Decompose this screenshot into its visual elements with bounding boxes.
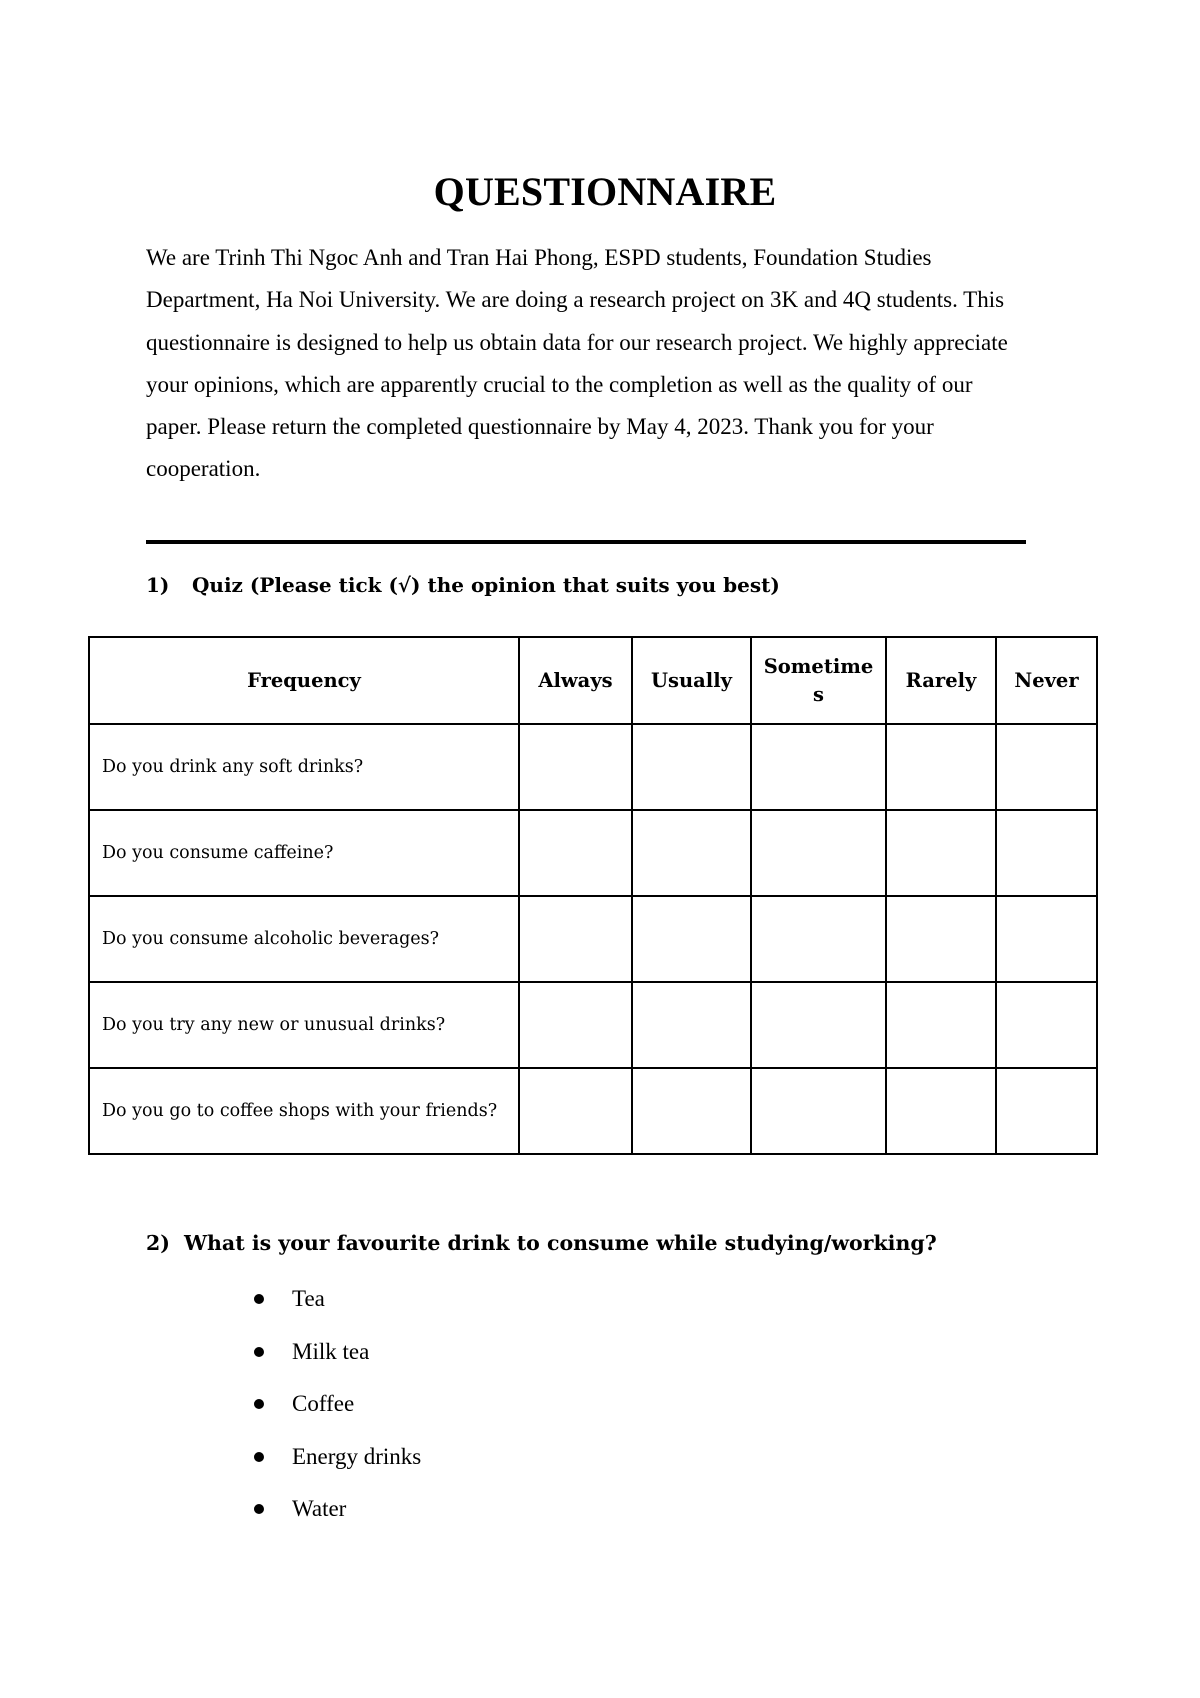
tick-cell-sometimes[interactable] (751, 810, 886, 896)
tick-cell-sometimes[interactable] (751, 724, 886, 810)
bullet-icon (254, 1504, 264, 1514)
question-1-heading (146, 570, 780, 600)
header-never: Never (996, 637, 1097, 724)
page-title: QUESTIONNAIRE (433, 169, 777, 214)
bullet-icon (254, 1347, 264, 1357)
tick-cell-never[interactable] (996, 1068, 1097, 1154)
list-item (254, 1332, 421, 1385)
header-rarely: Rarely (886, 637, 996, 724)
tick-cell-never[interactable] (996, 896, 1097, 982)
intro-line: questionnaire is designed to help us obtain data for our research project. We highly appreciate (146, 329, 1008, 355)
intro-line: Department, Ha Noi University. We are doing a research project on 3K and 4Q students. This (146, 287, 1005, 313)
tick-cell-always[interactable] (519, 724, 632, 810)
tick-cell-always[interactable] (519, 982, 632, 1068)
tick-cell-usually[interactable] (632, 810, 751, 896)
tick-cell-never[interactable] (996, 982, 1097, 1068)
tick-cell-rarely[interactable] (886, 982, 996, 1068)
tick-cell-usually[interactable] (632, 1068, 751, 1154)
list-item (254, 1384, 421, 1437)
question-1-text: Quiz (Please tick (√) the opinion that suits you best) (192, 573, 780, 597)
bullet-icon (254, 1294, 264, 1304)
option-label: Tea (292, 1286, 325, 1311)
tick-cell-rarely[interactable] (886, 1068, 996, 1154)
table-row (89, 896, 1097, 982)
frequency-table (88, 636, 1098, 1155)
option-label: Coffee (292, 1391, 355, 1416)
tick-cell-usually[interactable] (632, 896, 751, 982)
tick-cell-never[interactable] (996, 724, 1097, 810)
list-item (254, 1437, 421, 1490)
header-sometimes: Sometimes (751, 637, 886, 724)
intro-line: cooperation. (146, 456, 261, 482)
tick-cell-rarely[interactable] (886, 724, 996, 810)
tick-cell-sometimes[interactable] (751, 1068, 886, 1154)
list-item (254, 1279, 421, 1332)
row-question: Do you try any new or unusual drinks? (89, 982, 519, 1068)
table-row (89, 724, 1097, 810)
question-2-text: What is your favourite drink to consume while studying/working? (184, 1231, 937, 1255)
tick-cell-always[interactable] (519, 810, 632, 896)
tick-cell-rarely[interactable] (886, 810, 996, 896)
tick-cell-rarely[interactable] (886, 896, 996, 982)
row-question: Do you consume alcoholic beverages? (89, 896, 519, 982)
tick-cell-usually[interactable] (632, 724, 751, 810)
header-frequency: Frequency (89, 637, 519, 724)
bullet-icon (254, 1452, 264, 1462)
drink-options-list (254, 1279, 421, 1542)
intro-line: your opinions, which are apparently crucial to the completion as well as the quality of our (146, 371, 973, 397)
question-2-heading (146, 1228, 937, 1258)
tick-cell-always[interactable] (519, 896, 632, 982)
header-usually: Usually (632, 637, 751, 724)
table-header-row (89, 637, 1097, 724)
list-item (254, 1489, 421, 1542)
bullet-icon (254, 1399, 264, 1409)
intro-line: We are Trinh Thi Ngoc Anh and Tran Hai Phong, ESPD students, Foundation Studies (146, 245, 932, 270)
tick-cell-always[interactable] (519, 1068, 632, 1154)
question-1-number: 1) (146, 573, 170, 597)
row-question: Do you drink any soft drinks? (89, 724, 519, 810)
row-question: Do you go to coffee shops with your friends? (89, 1068, 519, 1154)
section-divider (146, 540, 1026, 544)
tick-cell-usually[interactable] (632, 982, 751, 1068)
tick-cell-sometimes[interactable] (751, 982, 886, 1068)
table-row (89, 982, 1097, 1068)
row-question: Do you consume caffeine? (89, 810, 519, 896)
tick-cell-sometimes[interactable] (751, 896, 886, 982)
intro-paragraph (146, 237, 1066, 491)
question-2-number: 2) (146, 1231, 170, 1255)
table-row (89, 1068, 1097, 1154)
header-always: Always (519, 637, 632, 724)
intro-line: paper. Please return the completed questionnaire by May 4, 2023. Thank you for your (146, 414, 934, 440)
option-label: Energy drinks (292, 1443, 422, 1469)
option-label: Water (292, 1496, 347, 1521)
table-row (89, 810, 1097, 896)
tick-cell-never[interactable] (996, 810, 1097, 896)
option-label: Milk tea (292, 1338, 370, 1364)
